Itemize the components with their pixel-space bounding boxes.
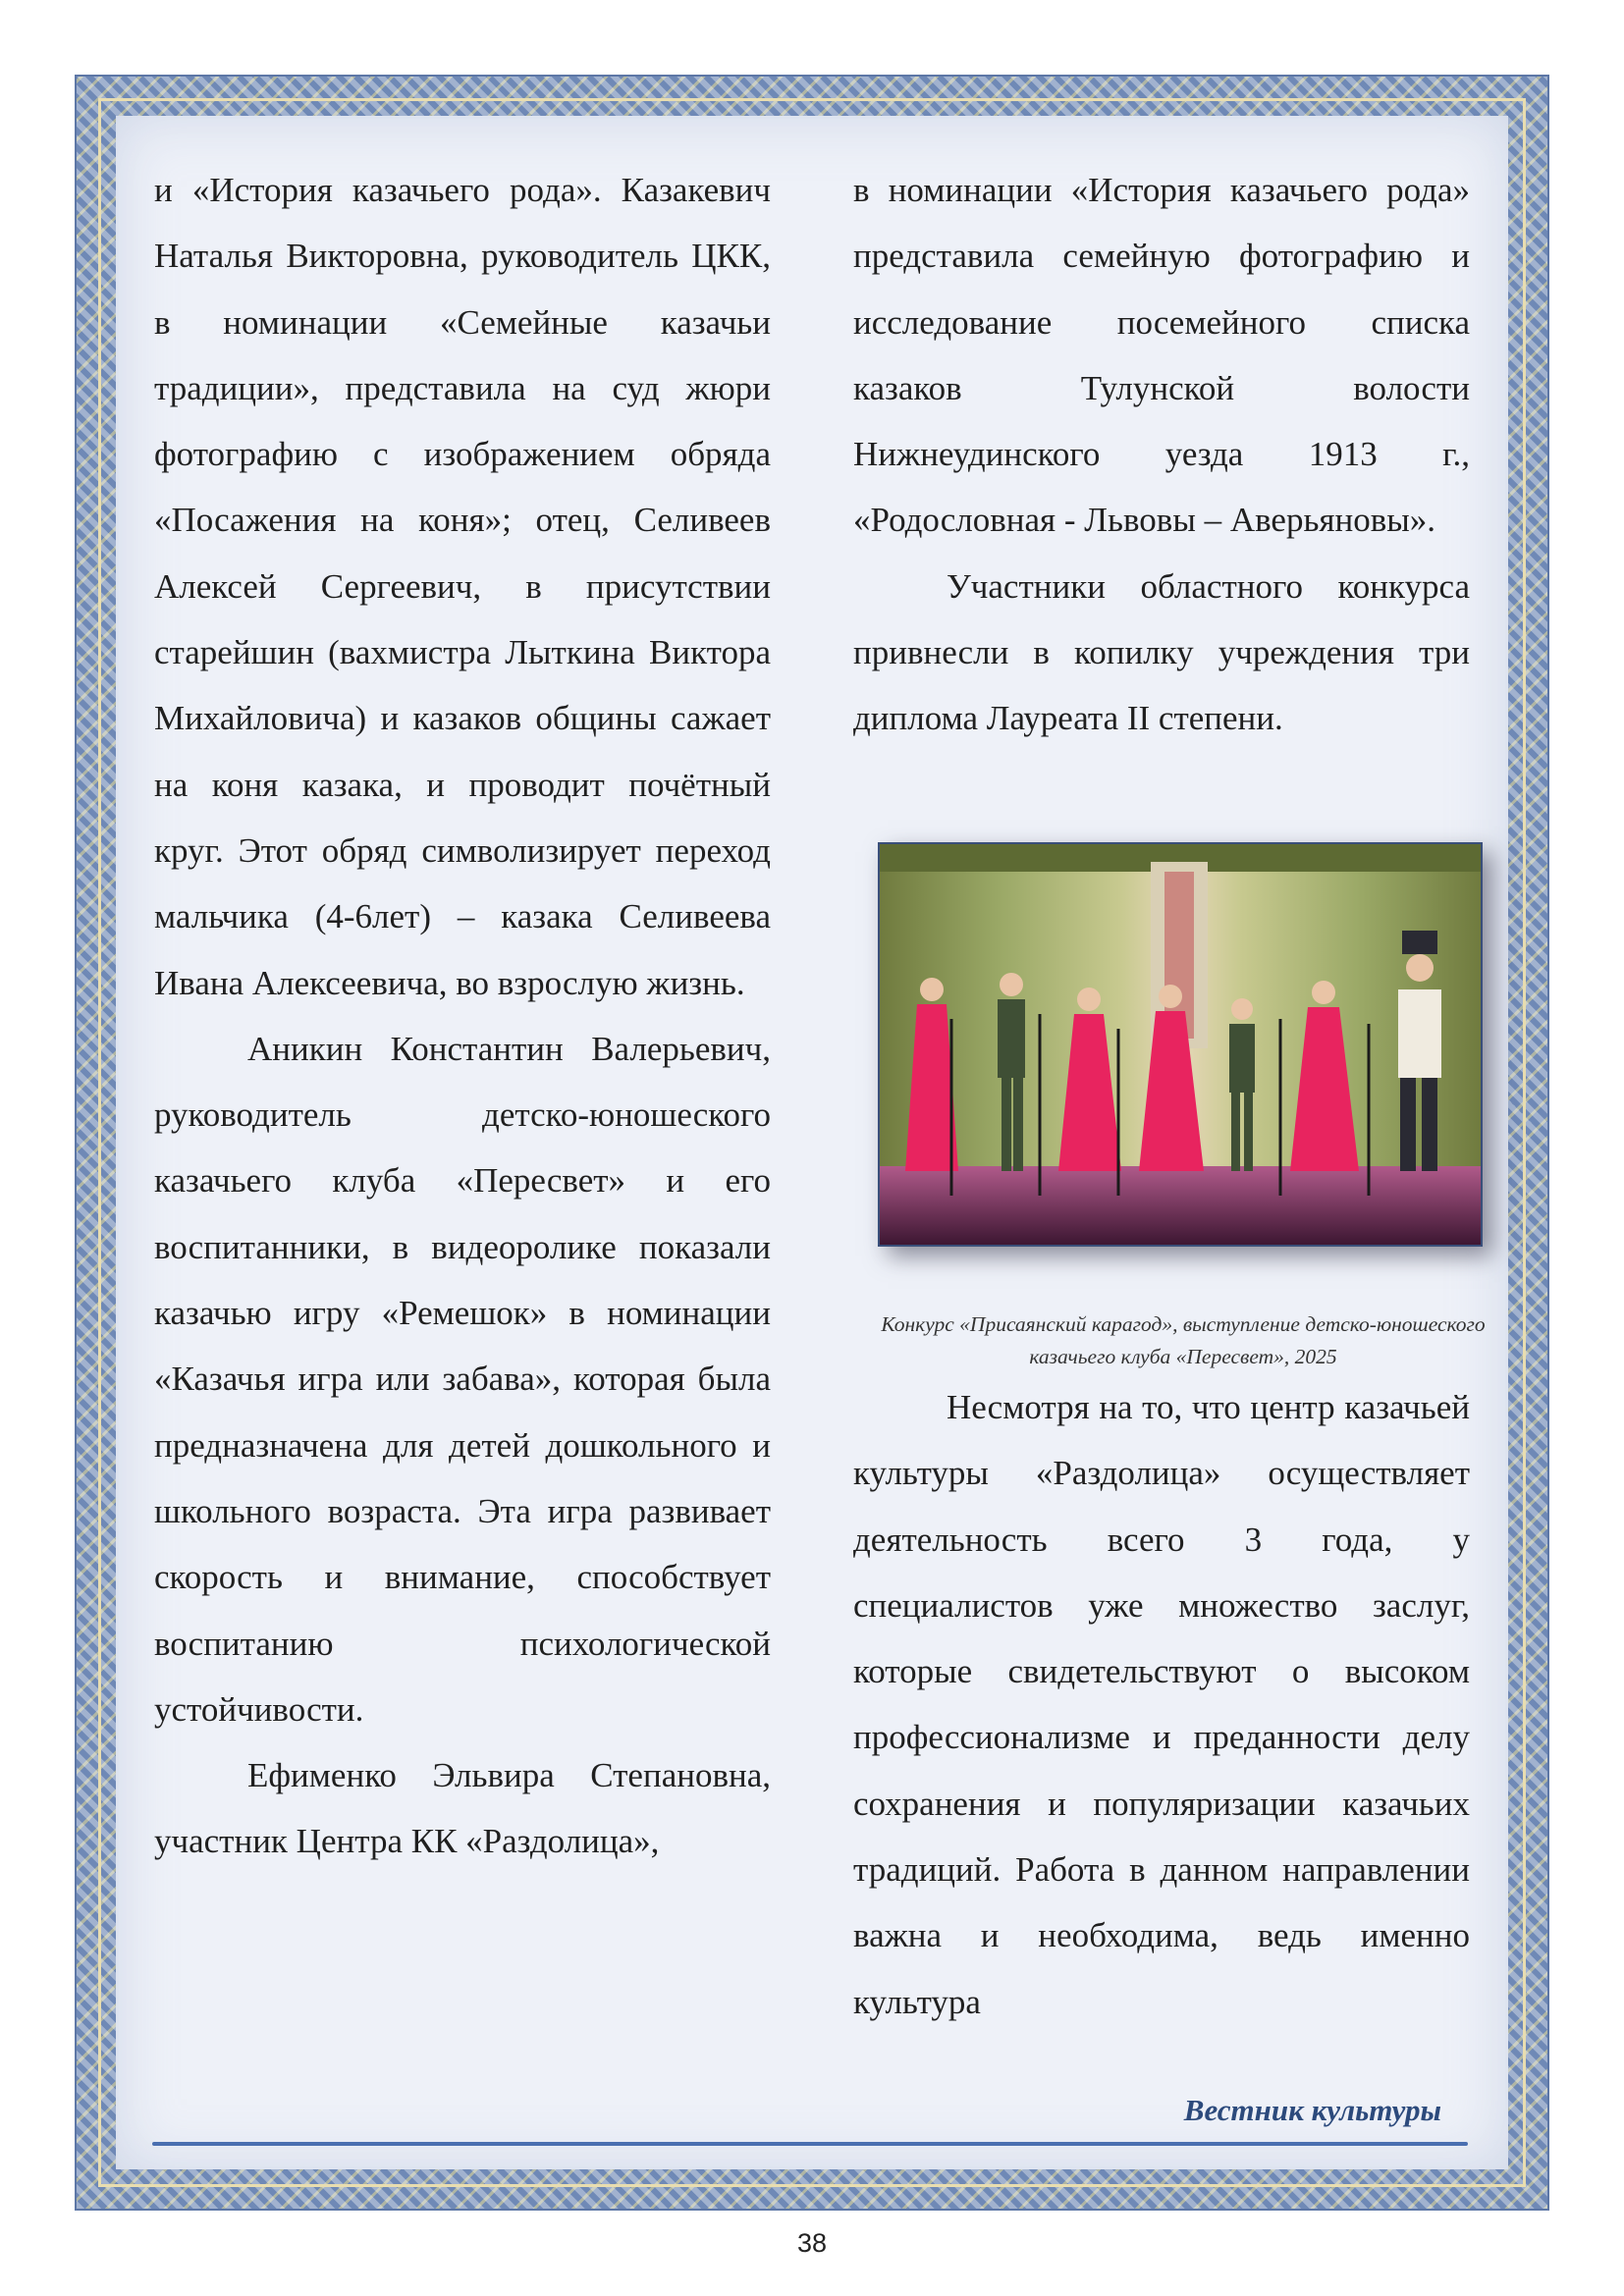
- magazine-title: Вестник культуры: [1183, 2093, 1441, 2127]
- right-paragraph-3: Несмотря на то, что центр казачьей культуры «Раздолица» осуществляет деятельность всего 3 года, у специалистов уже множество заслуг, которые свидетельствуют о высоком профессионализме и преданности делу сохранения и популяризации казачьих традиций. Работа в данном направлении важна и необходима, ведь именно культура: [853, 1388, 1470, 2021]
- performance-photo: [878, 842, 1483, 1247]
- right-paragraph-2: Участники областного конкурса привнесли в копилку учреждения три диплома Лауреата II степени.: [853, 566, 1470, 738]
- left-paragraph-1: и «История казачьего рода». Казакевич Наталья Викторовна, руководитель ЦКК, в номинации «Семейные казачьи традиции», представила на суд жюри фотографию с изображением обряда «Посажения на коня»; отец, Селивеев Алексей Сергеевич, в присутствии старейшин (вахмистра Лыткина Виктора Михайловича) и казаков общины сажает на коня казака, и проводит почётный круг. Этот обряд символизирует переход мальчика (4-6лет) – казака Селивеева Ивана Алексеевича, во взрослую жизнь.: [154, 171, 771, 1002]
- left-paragraph-2: Аникин Константин Валерьевич, руководитель детско-юношеского казачьего клуба «Пересвет» и его воспитанники, в видеоролике показали казачью игру «Ремешок» в номинации «Казачья игра или забава», которая была предназначена для детей дошкольного и школьного возраста. Эта игра развивает скорость и внимание, способствует воспитанию психологической устойчивости.: [154, 1029, 771, 1729]
- stage-performance-image: [878, 842, 1483, 1247]
- right-paragraph-1: в номинации «История казачьего рода» представила семейную фотографию и исследование посемейного списка казаков Тулунской волости Нижнеудинского уезда 1913 г., «Родословная - Львовы – Аверьяновы».: [853, 171, 1470, 540]
- footer-divider: [152, 2142, 1468, 2146]
- right-column-continued: [853, 1374, 1470, 2035]
- right-column: [853, 157, 1470, 752]
- page-number: 38: [796, 2228, 828, 2258]
- left-column: [154, 157, 771, 1875]
- left-paragraph-3: Ефименко Эльвира Степановна, участник Центра КК «Раздолица»,: [154, 1756, 771, 1861]
- photo-caption: Конкурс «Присаянский карагод», выступление детско-юношеского казачьего клуба «Пересвет», 2025: [881, 1312, 1486, 1368]
